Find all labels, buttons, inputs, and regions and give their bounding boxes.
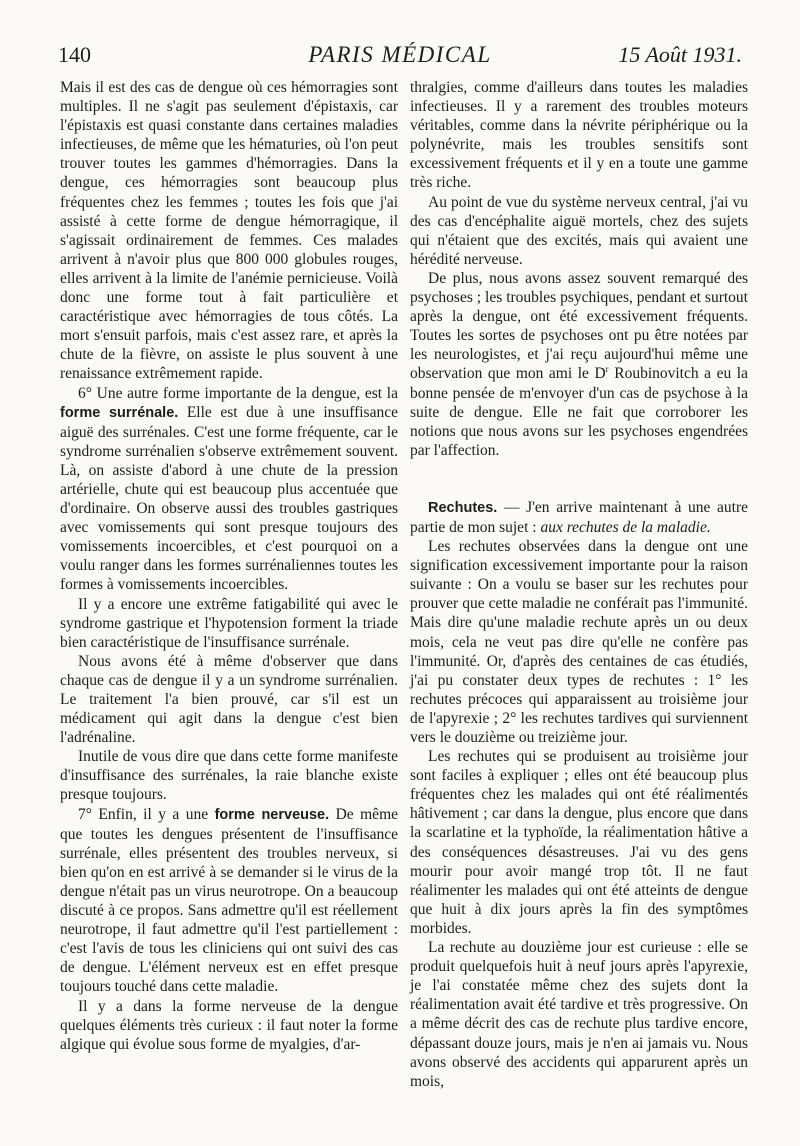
text-run: De plus, nous avons assez souvent remarqué des psychoses ; les troubles psychiques, pendant et surtout après la dengue, ont été excessivement fréquents. Toutes les sortes de psychoses ont pu être notées par les neurologistes, et j'ai reçu aujourd'hui même une observation que mon ami le D (410, 269, 748, 383)
section-heading-forme-surrenale: forme surrénale. (60, 404, 179, 421)
text-run: Elle est due à une insuffisance aiguë des surrénales. C'est une forme fréquente, car le syndrome surrénalien s'observe extrêmement souvent. Là, on assiste d'abord à une chute de la pression artérielle, chute qui est beaucoup plus accentuée que d'ordinaire. On observe aussi des troubles gastriques avec vomissements qui sont presque toujours des vomissements incoercibles, et c'est pourquoi on a voulu ranger dans les formes surrénaliennes toutes les formes à vomissements incoercibles. (60, 403, 398, 594)
running-header (58, 42, 742, 72)
issue-date: 15 Août 1931. (618, 42, 742, 67)
paragraph: Les rechutes observées dans la dengue ont une signification excessivement importante pour la raison suivante : On a voulu se baser sur les rechutes pour prouver que cette maladie ne conférait pas l'immunité. Mais dire qu'une maladie rechute après un ou deux mois, cela ne veut pas dire qu'elle ne confère pas l'immunité. Or, d'après des centaines de cas étudiés, j'ai pu constater deux types de rechutes : 1° les rechutes précoces qui apparaissent au troisième jour de l'apyrexie ; 2° les rechutes tardives qui surviennent vers le douzième ou treizième jour. (410, 538, 748, 746)
left-column (60, 78, 398, 1054)
paragraph: Nous avons été à même d'observer que dans chaque cas de dengue il y a un syndrome surrénalien. Le traitement l'a bien prouvé, car s'il est un médicament qui agit dans la dengue c'est bien l'adrénaline. (60, 652, 398, 747)
paragraph: Il y a encore une extrême fatigabilité qui avec le syndrome gastrique et l'hypotension forment la triade bien caractéristique de l'insuffisance surrénale. (60, 595, 398, 651)
paragraph: Les rechutes qui se produisent au troisième jour sont faciles à expliquer ; elles ont été beaucoup plus fréquentes chez les malades qui ont été réalimentés hâtivement ; car dans la dengue, plus encore que dans la scarlatine et la typhoïde, la réalimentation hâtive a des conséquences désastreuses. J'ai vu des gens mourir pour avoir mangé trop tôt. Il ne faut réalimenter les malades qui ont été atteints de dengue que huit à dix jours après la fin des symptômes morbides. (410, 748, 748, 937)
superscript: r (605, 364, 609, 375)
page-number: 140 (58, 42, 91, 67)
italic-phrase: aux rechutes de la maladie. (540, 518, 711, 536)
paragraph: Il y a dans la forme nerveuse de la dengue quelques éléments très curieux : il faut noter la forme algique qui évolue sous forme de myalgies, d'ar- (60, 997, 398, 1053)
paragraph (410, 498, 748, 537)
journal-title: PARIS MÉDICAL (308, 42, 492, 67)
right-column (410, 78, 748, 1091)
paragraph: La rechute au douzième jour est curieuse : elle se produit quelquefois huit à neuf jours après l'apyrexie, je l'ai constatée même chez des sujets dont la réalimentation avait été tardive et très progressive. On a même décrit des cas de rechute plus tardive encore, dépassant douze jours, mais je n'en ai jamais vu. Nous avons observé des accidents qui apparurent après un mois, (410, 939, 748, 1090)
paragraph: Au point de vue du système nerveux central, j'ai vu des cas d'encéphalite aiguë mortels, chez des sujets qui n'étaient que des excités, mais qui avaient une hérédité nerveuse. (410, 193, 748, 268)
paragraph (60, 805, 398, 997)
text-run: 7° Enfin, il y a une (78, 805, 209, 823)
text-run: 6° Une autre forme importante de la dengue, est la (78, 384, 398, 402)
text-run: De même que toutes les dengues présentent de l'insuffisance surrénale, elles présentent des troubles nerveux, si bien qu'on en est arrivé à se demander si le virus de la dengue n'était pas un virus neurotrope. On a beaucoup discuté à ce propos. Sans admettre qu'il est réellement neurotrope, il faut admettre qu'il l'est partiellement : c'est l'avis de tous les cliniciens qui ont suivi des cas de dengue. L'élément nerveux est en effet presque toujours touché dans cette maladie. (60, 805, 398, 996)
section-heading-rechutes: Rechutes. (428, 499, 498, 516)
paragraph: Mais il est des cas de dengue où ces hémorragies sont multiples. Il ne s'agit pas seulement d'épistaxis, car l'épistaxis est quasi constante dans certaines maladies infectieuses, de même que les hématuries, où l'on peut trouver toutes les gammes d'hémorragies. Dans la dengue, ces hémorragies sont beaucoup plus fréquentes chez les femmes ; toutes les fois que j'ai assisté à cette forme de dengue hémorragique, il s'agissait ordinairement de femmes. Ces malades arrivent à n'avoir plus que 800 000 globules rouges, elles arrivent à la limite de l'anémie pernicieuse. Voilà donc une forme tout à fait particulière et caractéristique avec hémorragies de tous côtés. La mort s'ensuit parfois, mais c'est assez rare, et après la chute de la fièvre, on assiste le plus souvent à une renaissance extrêmement rapide. (60, 79, 398, 383)
section-heading-forme-nerveuse: forme nerveuse. (214, 806, 330, 823)
text-run: — J'en arrive maintenant à une autre partie de mon sujet : (410, 498, 748, 536)
paragraph: thralgies, comme d'ailleurs dans toutes les maladies infectieuses. Il y a rarement des troubles moteurs véritables, comme dans la névrite périphérique ou la polynévrite, mais les troubles sensitifs sont excessivement fréquents et il y en a toute une gamme très riche. (410, 79, 748, 192)
paragraph: Inutile de vous dire que dans cette forme manifeste d'insuffisance des surrénales, la raie blanche existe presque toujours. (60, 748, 398, 804)
paragraph (410, 269, 748, 460)
text-run: Roubinovitch a eu la bonne pensée de m'envoyer d'un cas de psychose à la suite de dengue. Elle ne fait que corroborer les notions que nous avons sur les psychoses engendrées par l'affection. (410, 365, 748, 459)
paragraph (60, 384, 398, 595)
